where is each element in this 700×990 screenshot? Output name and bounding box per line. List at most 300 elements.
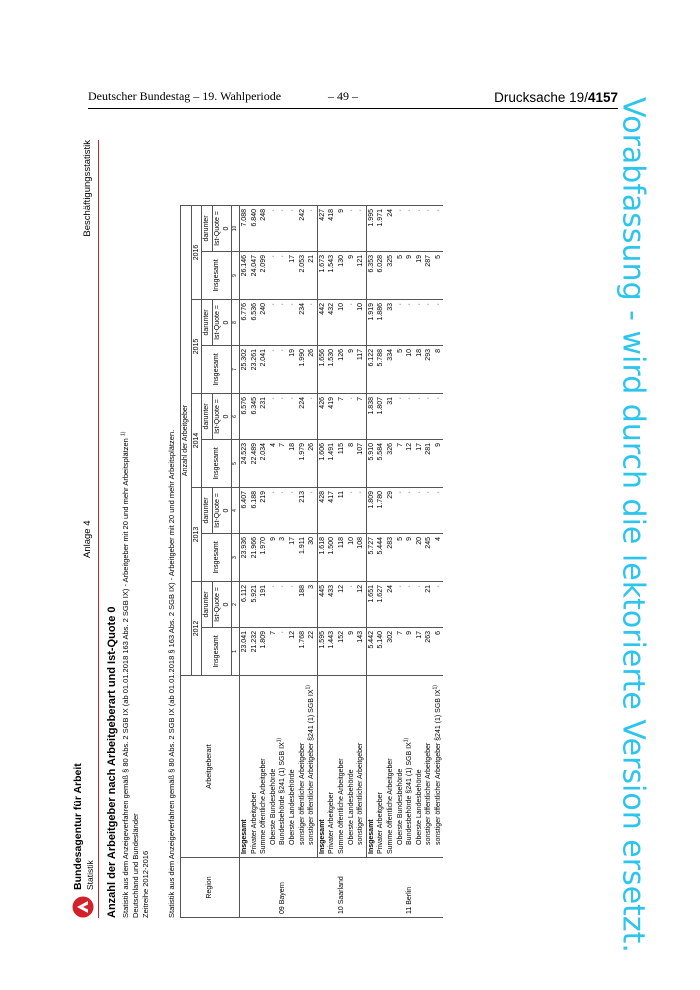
col-quote-header: Ist-Quote = 0	[212, 206, 231, 252]
value-cell: ·	[405, 582, 415, 628]
value-cell: 1.491	[327, 440, 337, 488]
value-cell: 302	[386, 628, 396, 676]
table-row	[327, 206, 337, 918]
value-cell: 1.443	[327, 628, 337, 676]
value-cell: 23.936	[239, 534, 249, 582]
art-label: sonstiger öffentlicher Arbeitgeber §241 (1) SGB IX	[434, 689, 442, 845]
value-cell: ·	[424, 394, 434, 440]
value-cell: 6.536	[249, 300, 259, 346]
org-sub: Statistik	[85, 860, 95, 890]
art-label: sonstiger öffentlicher Arbeitgeber	[298, 742, 306, 845]
org-name: Bundesagentur für Arbeit	[72, 763, 84, 890]
art-cell	[346, 676, 356, 858]
region-cell: 10 Saarland	[337, 858, 347, 918]
value-cell: 107	[356, 440, 366, 488]
value-cell: ·	[414, 300, 424, 346]
col-quote-header: Ist-Quote = 0	[212, 582, 231, 628]
table-row	[366, 206, 376, 918]
value-cell: 21	[307, 252, 317, 300]
value-cell: 17	[414, 628, 424, 676]
art-cell	[414, 676, 424, 858]
table-row	[239, 206, 249, 918]
art-cell	[337, 676, 347, 858]
header-row-group	[181, 206, 192, 918]
value-cell: 9	[346, 628, 356, 676]
year-header: 2016	[191, 206, 202, 300]
header-rule	[98, 140, 99, 918]
value-cell: 22	[307, 628, 317, 676]
value-cell: ·	[278, 346, 288, 394]
value-cell: ·	[356, 206, 366, 252]
value-cell: ·	[288, 300, 298, 346]
region-cell	[376, 858, 386, 918]
region-cell: 09 Bayern	[278, 858, 288, 918]
value-cell: 5.442	[366, 628, 376, 676]
value-cell: 9	[405, 628, 415, 676]
region-cell	[424, 858, 434, 918]
value-cell: 6.407	[239, 488, 249, 534]
col-number: 10	[231, 206, 239, 252]
value-cell: 24	[386, 206, 396, 252]
art-cell	[239, 676, 249, 858]
value-cell: ·	[278, 488, 288, 534]
value-cell: 1.627	[376, 582, 386, 628]
value-cell: ·	[307, 394, 317, 440]
col-darunter-header: darunter	[202, 582, 213, 628]
year-header: 2012	[191, 582, 202, 676]
drucksache-prefix: Drucksache	[494, 90, 566, 105]
value-cell: 10	[337, 300, 347, 346]
col-total-header: Insgesamt	[202, 628, 232, 676]
value-cell: 442	[317, 300, 327, 346]
value-cell: 263	[424, 628, 434, 676]
art-cell	[376, 676, 386, 858]
art-label: Privater Arbeitgeber	[250, 792, 258, 854]
value-cell: ·	[278, 252, 288, 300]
meta-line-1-sup: 1)	[120, 431, 127, 437]
value-cell: 152	[337, 628, 347, 676]
art-cell	[249, 676, 259, 858]
value-cell: 143	[356, 628, 366, 676]
value-cell: ·	[269, 394, 279, 440]
value-cell: 5.788	[376, 346, 386, 394]
value-cell: 8	[434, 346, 444, 394]
value-cell: 17	[414, 440, 424, 488]
col-quote-header: Ist-Quote = 0	[212, 394, 231, 440]
value-cell: ·	[288, 582, 298, 628]
value-cell: 5	[434, 252, 444, 300]
value-cell: 5	[395, 252, 405, 300]
value-cell: 5.921	[249, 582, 259, 628]
table-row	[346, 206, 356, 918]
art-cell	[259, 676, 269, 858]
value-cell: ·	[288, 206, 298, 252]
value-cell: 10	[346, 534, 356, 582]
drucksache-label	[494, 90, 618, 105]
art-label: Insgesamt	[367, 819, 375, 854]
value-cell: 1.651	[366, 582, 376, 628]
art-label: Oberste Bundesbehörde	[269, 768, 277, 845]
art-cell	[288, 676, 298, 858]
value-cell: 10	[405, 346, 415, 394]
value-cell: 12	[337, 582, 347, 628]
year-header: 2013	[191, 488, 202, 582]
table-row	[249, 206, 259, 918]
value-cell: 6.576	[239, 394, 249, 440]
value-cell: 432	[327, 300, 337, 346]
region-cell	[307, 858, 317, 918]
value-cell: 418	[327, 206, 337, 252]
rotated-sheet	[70, 130, 570, 918]
art-cell	[424, 676, 434, 858]
col-number: 3	[231, 534, 239, 582]
value-cell: 17	[288, 534, 298, 582]
value-cell: ·	[278, 206, 288, 252]
value-cell: 2.034	[259, 440, 269, 488]
table-title: Anzahl der Arbeitgeber nach Arbeitgeberart und Ist-Quote 0	[106, 606, 118, 918]
value-cell: 1.979	[297, 440, 307, 488]
region-cell	[297, 858, 307, 918]
year-header: 2014	[191, 394, 202, 488]
value-cell: 9	[405, 252, 415, 300]
value-cell: 224	[297, 394, 307, 440]
value-cell: 6.188	[249, 488, 259, 534]
value-cell: 2.099	[259, 252, 269, 300]
value-cell: 6.345	[249, 394, 259, 440]
value-cell: ·	[307, 206, 317, 252]
art-footnote: 1)	[305, 685, 312, 690]
col-quote-header: Ist-Quote = 0	[212, 300, 231, 346]
table-row	[288, 206, 298, 918]
value-cell: 12	[356, 582, 366, 628]
region-cell	[346, 858, 356, 918]
value-cell: 9	[269, 534, 279, 582]
value-cell: ·	[395, 582, 405, 628]
value-cell: 26	[307, 346, 317, 394]
col-region-header: Region	[181, 858, 240, 918]
anlage-label: Anlage 4	[82, 520, 93, 558]
value-cell: ·	[356, 488, 366, 534]
value-cell: ·	[395, 300, 405, 346]
col-number: 8	[231, 300, 239, 346]
value-cell: 117	[356, 346, 366, 394]
value-cell: 7	[269, 628, 279, 676]
art-cell	[297, 676, 307, 858]
value-cell: ·	[424, 488, 434, 534]
value-cell: ·	[414, 206, 424, 252]
value-cell: 1.995	[366, 206, 376, 252]
value-cell: 242	[297, 206, 307, 252]
value-cell: 19	[414, 252, 424, 300]
value-cell: 24.523	[239, 440, 249, 488]
value-cell: 325	[386, 252, 396, 300]
art-cell	[405, 676, 415, 858]
art-label: sonstiger öffentlicher Arbeitgeber	[425, 742, 433, 845]
art-footnote: 1)	[432, 685, 439, 690]
art-cell	[317, 676, 327, 858]
meta-line-1	[121, 432, 130, 918]
region-cell	[386, 858, 396, 918]
value-cell: 10	[356, 300, 366, 346]
table-row	[259, 206, 269, 918]
value-cell: 219	[259, 488, 269, 534]
value-cell: 12	[405, 440, 415, 488]
table-row	[414, 206, 424, 918]
art-label: sonstiger öffentlicher Arbeitgeber §241 (1) SGB IX	[308, 689, 316, 845]
value-cell: 1.838	[366, 394, 376, 440]
col-darunter-header: darunter	[202, 300, 213, 346]
value-cell: 21	[424, 582, 434, 628]
value-cell: 1.530	[327, 346, 337, 394]
art-label: Summe öffentliche Arbeitgeber	[386, 758, 394, 854]
value-cell: 21.966	[249, 534, 259, 582]
value-cell: 5.584	[376, 440, 386, 488]
year-header: 2015	[191, 300, 202, 394]
table-row	[386, 206, 396, 918]
value-cell: 121	[356, 252, 366, 300]
art-cell	[356, 676, 366, 858]
value-cell: 9	[346, 252, 356, 300]
art-label: Bundesbehörde §241 (1) SGB IX	[406, 742, 414, 845]
value-cell: 293	[424, 346, 434, 394]
header-left: Deutscher Bundestag – 19. Wahlperiode	[88, 89, 282, 103]
value-cell: ·	[434, 394, 444, 440]
value-cell: 24.047	[249, 252, 259, 300]
value-cell: 234	[297, 300, 307, 346]
value-cell: 23.261	[249, 346, 259, 394]
col-quote-header: Ist-Quote = 0	[212, 488, 231, 534]
table-row	[434, 206, 444, 918]
meta-line-2: Deutschland und Bundesländer	[131, 813, 140, 918]
col-total-header: Insgesamt	[202, 534, 232, 582]
value-cell: ·	[434, 206, 444, 252]
value-cell: 33	[386, 300, 396, 346]
art-label: Summe öffentliche Arbeitgeber	[260, 758, 268, 854]
col-darunter-header: darunter	[202, 488, 213, 534]
value-cell: 433	[327, 582, 337, 628]
value-cell: 5.727	[366, 534, 376, 582]
region-cell	[269, 858, 279, 918]
value-cell: 6.122	[366, 346, 376, 394]
value-cell: 188	[297, 582, 307, 628]
value-cell: ·	[278, 394, 288, 440]
value-cell: 1.673	[317, 252, 327, 300]
value-cell: ·	[395, 394, 405, 440]
col-number: 6	[231, 394, 239, 440]
value-cell: 245	[424, 534, 434, 582]
value-cell: 1.971	[376, 206, 386, 252]
value-cell: 9	[346, 346, 356, 394]
value-cell: 12	[288, 628, 298, 676]
table-row	[356, 206, 366, 918]
value-cell: 20	[414, 534, 424, 582]
value-cell: 3	[307, 582, 317, 628]
art-label: Privater Arbeitgeber	[328, 792, 336, 854]
value-cell: 6.112	[239, 582, 249, 628]
art-label: Oberste Landesbehörde	[415, 769, 423, 845]
value-cell: 19	[288, 346, 298, 394]
value-cell: 1.500	[327, 534, 337, 582]
value-cell: 417	[327, 488, 337, 534]
value-cell: 4	[434, 534, 444, 582]
value-cell: ·	[288, 488, 298, 534]
value-cell: 240	[259, 300, 269, 346]
value-cell: 130	[337, 252, 347, 300]
value-cell: ·	[269, 346, 279, 394]
value-cell: 1.809	[366, 488, 376, 534]
value-cell: 1.807	[376, 394, 386, 440]
value-cell: 428	[317, 488, 327, 534]
value-cell: 26	[307, 440, 317, 488]
value-cell: ·	[405, 488, 415, 534]
col-total-header: Insgesamt	[202, 252, 232, 300]
value-cell: 2.053	[297, 252, 307, 300]
value-cell: 18	[414, 346, 424, 394]
art-cell	[366, 676, 376, 858]
value-cell: 18	[288, 440, 298, 488]
value-cell: 426	[317, 394, 327, 440]
value-cell: ·	[278, 300, 288, 346]
value-cell: 5.444	[376, 534, 386, 582]
value-cell: 9	[337, 206, 347, 252]
value-cell: ·	[346, 206, 356, 252]
art-label: Oberste Landesbehörde	[347, 769, 355, 845]
art-label: Oberste Landesbehörde	[289, 769, 297, 845]
ba-logo-icon	[72, 896, 94, 918]
value-cell: 1.606	[317, 440, 327, 488]
value-cell: 5.140	[376, 628, 386, 676]
value-cell: 108	[356, 534, 366, 582]
page-number: – 49 –	[328, 89, 358, 103]
value-cell: 1.595	[317, 628, 327, 676]
col-number: 4	[231, 488, 239, 534]
region-cell	[317, 858, 327, 918]
value-cell: ·	[424, 206, 434, 252]
value-cell: 31	[386, 394, 396, 440]
table-row	[424, 206, 434, 918]
col-darunter-header: darunter	[202, 394, 213, 440]
value-cell: 191	[259, 582, 269, 628]
value-cell: ·	[269, 252, 279, 300]
art-cell	[269, 676, 279, 858]
col-total-header: Insgesamt	[202, 440, 232, 488]
drucksache-number-bold: 4157	[587, 90, 618, 105]
value-cell: 9	[434, 440, 444, 488]
value-cell: 8	[346, 440, 356, 488]
value-cell: ·	[414, 394, 424, 440]
page-header	[88, 86, 618, 109]
statistik-label: Beschäftigungsstatistik	[82, 140, 93, 237]
value-cell: 26.146	[239, 252, 249, 300]
value-cell: 7	[395, 628, 405, 676]
value-cell: 1.543	[327, 252, 337, 300]
col-number: 9	[231, 252, 239, 300]
art-cell	[278, 676, 288, 858]
region-cell	[259, 858, 269, 918]
value-cell: 5	[395, 346, 405, 394]
art-label: Summe öffentliche Arbeitgeber	[338, 758, 346, 854]
region-cell	[366, 858, 376, 918]
value-cell: ·	[269, 206, 279, 252]
table-row	[337, 206, 347, 918]
value-cell: ·	[346, 394, 356, 440]
value-cell: 24	[386, 582, 396, 628]
value-cell: 1.990	[297, 346, 307, 394]
value-cell: 6.028	[376, 252, 386, 300]
meta-line-1-text: Statistik aus dem Anzeigeverfahren gemäß § 80 Abs. 2 SGB IX (ab 01.01.2018 163 Abs. 2 SGB IX) - Arbeitgeber mit 20 und mehr Arbeitsplätzen	[121, 438, 130, 918]
value-cell: 4	[269, 440, 279, 488]
value-cell: 21.232	[249, 628, 259, 676]
value-cell: ·	[269, 300, 279, 346]
value-cell: 7	[278, 440, 288, 488]
region-cell	[288, 858, 298, 918]
value-cell: 287	[424, 252, 434, 300]
value-cell: ·	[288, 394, 298, 440]
value-cell: 231	[259, 394, 269, 440]
value-cell: 1.780	[376, 488, 386, 534]
value-cell: ·	[414, 488, 424, 534]
col-number: 1	[231, 628, 239, 676]
value-cell: ·	[307, 300, 317, 346]
art-label: Oberste Bundesbehörde	[396, 768, 404, 845]
value-cell: 326	[386, 440, 396, 488]
value-cell: 283	[386, 534, 396, 582]
group-header: Anzahl der Arbeitgeber	[181, 206, 192, 676]
value-cell: 6.776	[239, 300, 249, 346]
region-cell: 11 Berlin	[405, 858, 415, 918]
value-cell: 7.088	[239, 206, 249, 252]
table-row	[269, 206, 279, 918]
value-cell: 22.489	[249, 440, 259, 488]
value-cell: 248	[259, 206, 269, 252]
table-row	[317, 206, 327, 918]
value-cell: 23.041	[239, 628, 249, 676]
region-cell	[327, 858, 337, 918]
value-cell: 7	[356, 394, 366, 440]
drucksache-number: 19/	[569, 90, 588, 105]
value-cell: ·	[307, 488, 317, 534]
col-art-header: Arbeitgeberart	[181, 676, 240, 858]
value-cell: ·	[434, 300, 444, 346]
value-cell: 1.970	[259, 534, 269, 582]
value-cell: ·	[434, 488, 444, 534]
value-cell: ·	[424, 300, 434, 346]
value-cell: 6	[434, 628, 444, 676]
table-row	[395, 206, 405, 918]
art-footnote: 1)	[277, 737, 284, 743]
value-cell: ·	[346, 488, 356, 534]
value-cell: 3	[278, 534, 288, 582]
value-cell: ·	[278, 628, 288, 676]
value-cell: ·	[269, 582, 279, 628]
value-cell: 2.041	[259, 346, 269, 394]
value-cell: 281	[424, 440, 434, 488]
value-cell: 6.840	[249, 206, 259, 252]
value-cell: 5.910	[366, 440, 376, 488]
region-cell	[239, 858, 249, 918]
col-number: 2	[231, 582, 239, 628]
value-cell: 11	[337, 488, 347, 534]
value-cell: 115	[337, 440, 347, 488]
value-cell: 126	[337, 346, 347, 394]
meta-line-4: Statistik aus dem Anzeigeverfahren gemäß § 80 Abs. 2 SGB IX (ab 01.01.2018 § 163 Abs. 2 SGB IX) - Arbeitgeber mit 20 und mehr Arbeitsplätzen.	[167, 429, 176, 918]
art-label: Insgesamt	[318, 819, 326, 854]
value-cell: ·	[434, 582, 444, 628]
region-cell	[434, 858, 444, 918]
art-label: Bundesbehörde §241 (1) SGB IX	[279, 742, 287, 845]
value-cell: 29	[386, 488, 396, 534]
watermark-text: Vorabfassung - wird durch die lektorierte Version ersetzt.	[615, 97, 651, 953]
